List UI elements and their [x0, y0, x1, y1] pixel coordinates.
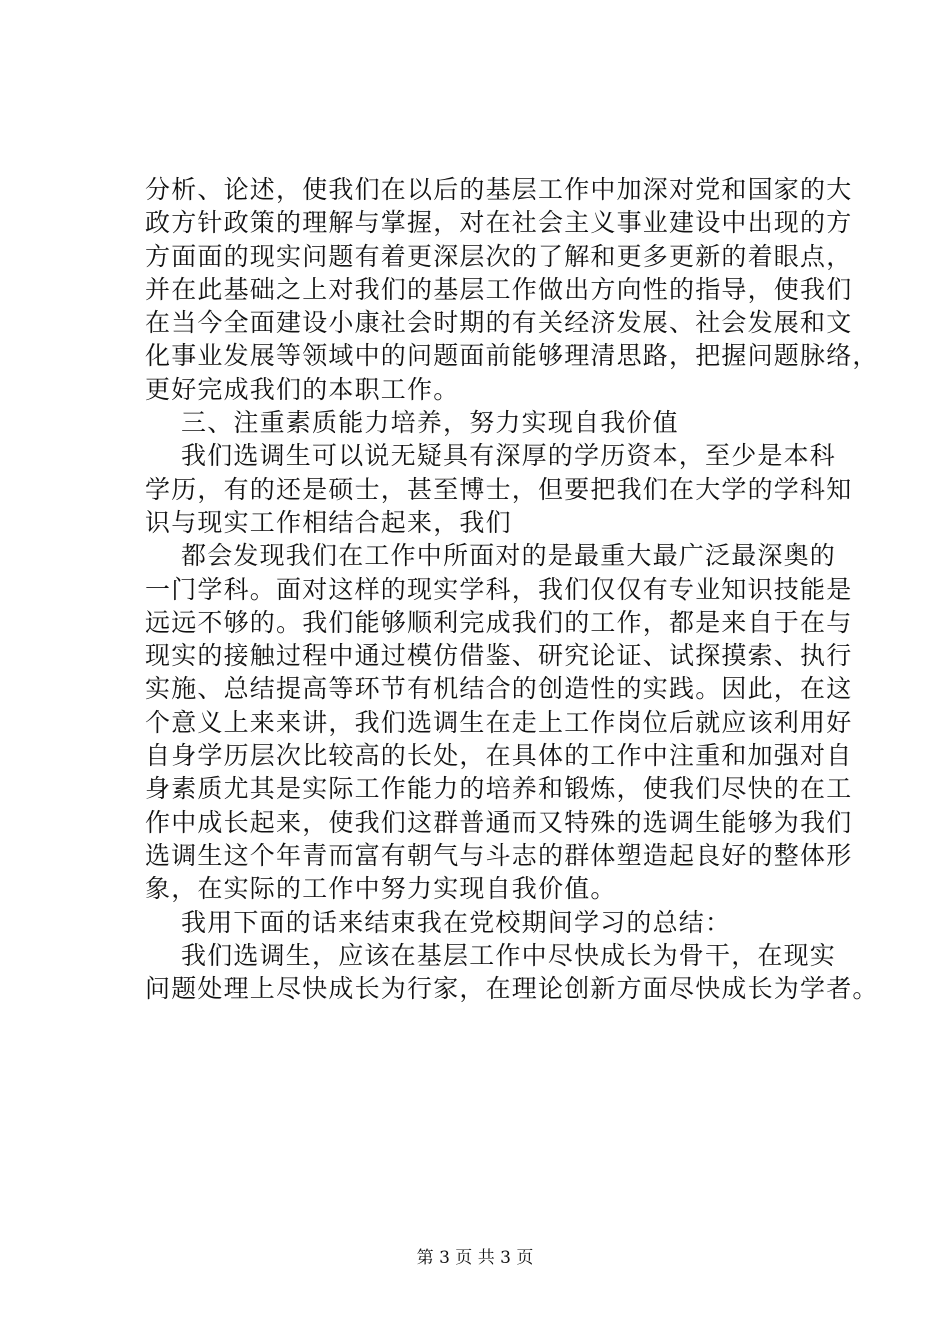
text-line: 远远不够的。我们能够顺利完成我们的工作，都是来自于在与: [145, 607, 853, 637]
text-line: 现实的接触过程中通过模仿借鉴、研究论证、试探摸索、执行: [145, 641, 853, 671]
text-line: 识与现实工作相结合起来，我们: [145, 507, 512, 537]
text-line: 都会发现我们在工作中所面对的是最重大最广泛最深奥的: [181, 541, 837, 571]
text-line: 并在此基础之上对我们的基层工作做出方向性的指导，使我们: [145, 274, 853, 304]
text-line: 选调生这个年青而富有朝气与斗志的群体塑造起良好的整体形: [145, 840, 853, 870]
text-line: 方面面的现实问题有着更深层次的了解和更多更新的着眼点，: [145, 241, 853, 271]
text-line: 身素质尤其是实际工作能力的培养和锻炼，使我们尽快的在工: [145, 774, 853, 804]
text-line: 实施、总结提高等环节有机结合的创造性的实践。因此，在这: [145, 674, 853, 704]
page-footer: 第 3 页 共 3 页: [416, 1248, 534, 1268]
text-line: 我们选调生可以说无疑具有深厚的学历资本，至少是本科: [181, 441, 837, 471]
text-line: 个意义上来来讲，我们选调生在走上工作岗位后就应该利用好: [145, 707, 853, 737]
text-line: 自身学历层次比较高的长处，在具体的工作中注重和加强对自: [145, 741, 853, 771]
text-line: 政方针政策的理解与掌握，对在社会主义事业建设中出现的方: [145, 208, 853, 238]
text-line: 化事业发展等领域中的问题面前能够理清思路，把握问题脉络，: [145, 341, 879, 371]
text-line: 更好完成我们的本职工作。: [145, 374, 460, 404]
text-line: 象，在实际的工作中努力实现自我价值。: [145, 874, 617, 904]
text-line: 作中成长起来，使我们这群普通而又特殊的选调生能够为我们: [145, 807, 853, 837]
text-line: 问题处理上尽快成长为行家，在理论创新方面尽快成长为学者。: [145, 974, 879, 1004]
text-line: 分析、论述，使我们在以后的基层工作中加深对党和国家的大: [145, 175, 853, 204]
text-line: 一门学科。面对这样的现实学科，我们仅仅有专业知识技能是: [145, 574, 853, 604]
text-line: 我用下面的话来结束我在党校期间学习的总结：: [181, 907, 732, 937]
text-line: 学历，有的还是硕士，甚至博士，但要把我们在大学的学科知: [145, 474, 853, 504]
document-body: [145, 173, 879, 1005]
text-line: 在当今全面建设小康社会时期的有关经济发展、社会发展和文: [145, 308, 853, 338]
text-line: 三、注重素质能力培养，努力实现自我价值: [181, 408, 679, 438]
text-line: 我们选调生，应该在基层工作中尽快成长为骨干，在现实: [181, 940, 837, 970]
